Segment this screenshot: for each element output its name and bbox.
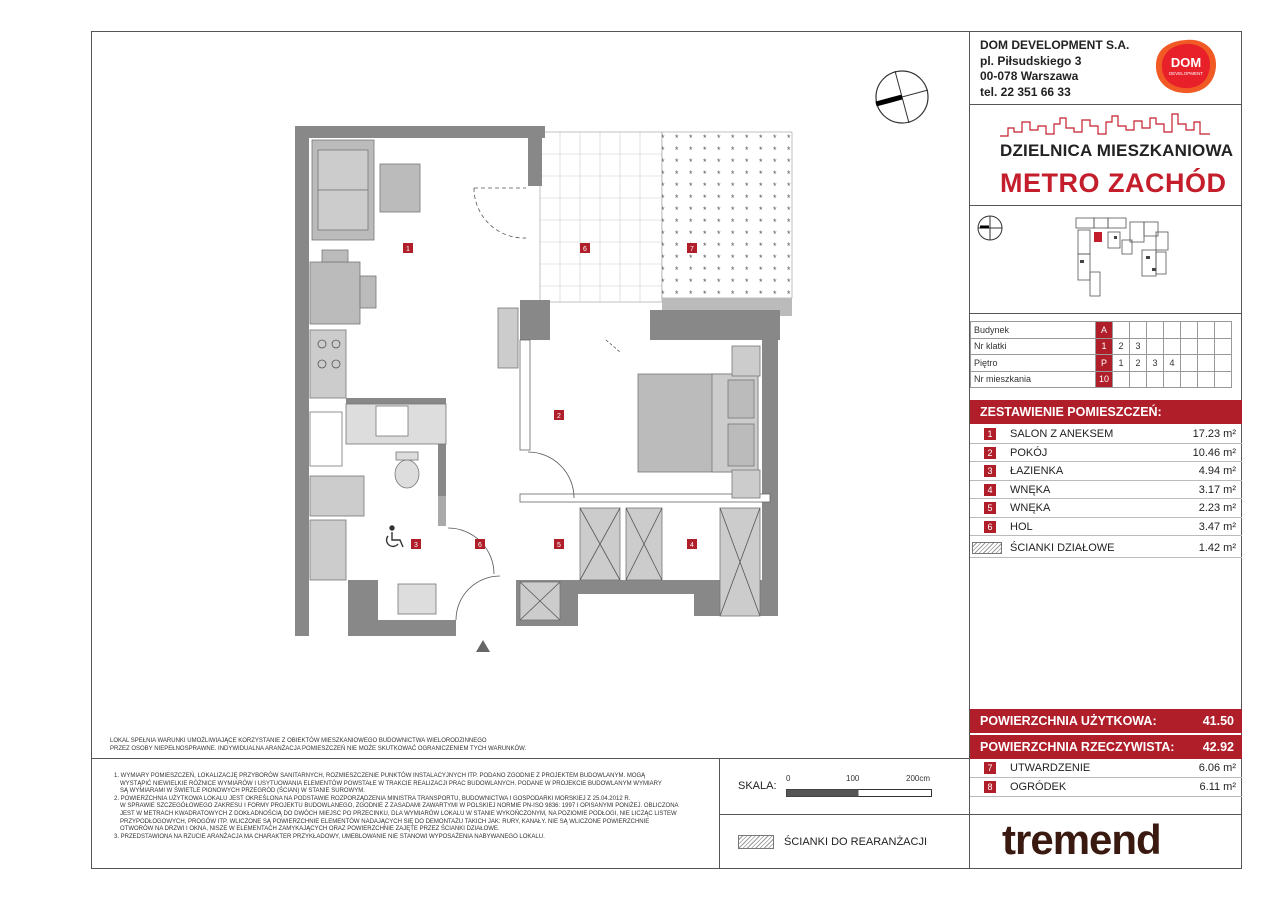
rearrangement-legend: ŚCIANKI DO REARANŻACJI — [784, 836, 928, 848]
list-item — [970, 518, 1242, 537]
actual-area-label: POWIERZCHNIA RZECZYWISTA: — [980, 740, 1175, 754]
info-cell — [1113, 371, 1130, 388]
info-cell — [1198, 338, 1215, 355]
info-cell — [1164, 322, 1181, 339]
room-area: 2.23 m² — [1198, 502, 1236, 514]
room-area: 6.06 m² — [1198, 762, 1236, 774]
info-cell — [1113, 322, 1130, 339]
room-name: SALON Z ANEKSEM — [1010, 428, 1114, 440]
scale-tick-100: 100 — [846, 774, 860, 783]
note-line: SĄ WYMIARAMI W ŚWIETLE PIONOWYCH PRZEGRÓD (ŚCIAN) W STANIE SUROWYM. — [120, 788, 365, 795]
list-item — [970, 462, 1242, 481]
info-cell — [1147, 322, 1164, 339]
info-cell — [1130, 371, 1147, 388]
entrance-arrow-icon — [476, 640, 490, 652]
info-label: Piętro — [971, 355, 1096, 372]
room-number: 1 — [984, 428, 996, 440]
plan-label-2: 2 — [557, 413, 561, 420]
usable-area-bar — [970, 709, 1242, 733]
note-line: JEST W METRACH KWADRATOWYCH Z DOKŁADNOŚCIĄ DO DWÓCH MIEJSC PO PRZECINKU, DLA WYMIARÓW LOKALU W STANIE WYKOŃCZONYM, NA POZIOMIE PODŁOGI, NIE LICZĄC LISTEW — [120, 810, 677, 817]
room-area: 10.46 m² — [1192, 446, 1236, 459]
room-name: WNĘKA — [1010, 502, 1051, 514]
company-name: DOM DEVELOPMENT S.A. — [980, 38, 1130, 52]
note-line: 2. POWIERZCHNIA UŻYTKOWA LOKALU JEST OKREŚLONA NA PODSTAWIE ROZPORZĄDZENIA MINISTRA TRANSPORTU, BUDOWNICTWA I GOSPODARKI MORSKIEJ Z 25.04.2012 R. — [114, 795, 631, 802]
rearrangement-hatch-icon — [738, 835, 774, 849]
info-cell — [1164, 338, 1181, 355]
room-area: 6.11 m² — [1199, 781, 1236, 793]
info-cell: 3 — [1130, 338, 1147, 355]
project-line-2: METRO ZACHÓD — [1000, 168, 1227, 198]
info-cell — [1198, 322, 1215, 339]
scale-tick-0: 0 — [786, 774, 791, 783]
info-cell: 1 — [1113, 355, 1130, 372]
terrace-tiles — [540, 132, 662, 302]
room-area: 4.94 m² — [1198, 465, 1236, 477]
scale-tick-200: 200cm — [906, 774, 931, 783]
table-row — [971, 355, 1232, 372]
north-arrow-icon — [871, 66, 933, 133]
info-cell: A — [1096, 322, 1113, 339]
note-line: PRZYPODŁOGOWYCH, PROGÓW ITP. WLICZONE SĄ POWIERZCHNIE ELEMENTÓW NADAJĄCYCH SIĘ DO DEMONTAŻU TAKICH JAK: RURY, KANAŁY. NIE SĄ WLICZONE POWIERZCHNIE — [120, 818, 650, 825]
note-line: W SPRAWIE SZCZEGÓŁOWEGO ZAKRESU I FORMY PROJEKTU BUDOWLANEGO, ZGODNIE Z ZASADAMI ZAWARTYMI W POLSKIEJ NORMIE PN-ISO 9836: 1997 I OPISANYMI PONIŻEJ. OBLICZONA — [120, 803, 679, 810]
info-cell: 2 — [1130, 355, 1147, 372]
info-cell — [1215, 322, 1232, 339]
room-name: POKÓJ — [1010, 446, 1048, 459]
plan-label-6: 6 — [478, 542, 482, 549]
room-number: 4 — [984, 484, 996, 496]
info-cell: 2 — [1113, 338, 1130, 355]
table-row — [971, 371, 1232, 388]
room-number: 8 — [984, 781, 996, 793]
note-line: 3. PRZEDSTAWIONA NA RZUCIE ARANŻACJA MA CHARAKTER PRZYKŁADOWY, UMEBLOWANIE NIE STANOWI WYPOSAŻENIA NABYWANEGO LOKALU. — [114, 833, 545, 840]
room-name: OGRÓDEK — [1010, 781, 1067, 793]
info-cell — [1181, 371, 1198, 388]
list-item — [970, 759, 1242, 778]
info-cell — [1215, 338, 1232, 355]
info-cell — [1198, 371, 1215, 388]
info-cell — [1130, 322, 1147, 339]
info-cell — [1147, 371, 1164, 388]
legend-divider-h — [719, 814, 970, 815]
list-item — [970, 425, 1242, 444]
info-cell: 4 — [1164, 355, 1181, 372]
table-row — [971, 338, 1232, 355]
room-name: UTWARDZENIE — [1010, 762, 1091, 774]
panel-line-2 — [969, 205, 1242, 206]
wheelchair-icon — [387, 526, 403, 547]
note-line: WYSTĄPIĆ NIEWIELKIE RÓŻNICE WYMIARÓW I USYTUOWANIA ELEMENTÓW POWSTAŁE W TRAKCIE REALIZACJI PRAC BUDOWLANYCH. PODANE W PROJEKCIE BUDOWLANYM WYMIARY — [120, 780, 662, 787]
info-cell — [1215, 371, 1232, 388]
info-label: Budynek — [971, 322, 1096, 339]
room-area: 17.23 m² — [1192, 428, 1236, 440]
apartment-info-table — [970, 321, 1232, 388]
list-item — [970, 444, 1242, 463]
company-address-2: 00-078 Warszawa — [980, 69, 1079, 83]
room-name: HOL — [1010, 520, 1033, 533]
garden-area — [662, 132, 792, 316]
walls-name: ŚCIANKI DZIAŁOWE — [1010, 542, 1115, 554]
info-cell: 1 — [1096, 338, 1113, 355]
room-number: 3 — [984, 465, 996, 477]
skyline-icon — [1000, 112, 1210, 143]
panel-line-4 — [969, 814, 1242, 815]
note-line: LOKAL SPEŁNIA WARUNKI UMOŻLIWIAJĄCE KORZYSTANIE Z OBIEKTÓW MIESZKANIOWEGO BUDOWNICTWA WIELORODZINNEGO — [110, 738, 487, 744]
actual-area-value: 42.92 — [1202, 740, 1234, 754]
company-address-1: pl. Piłsudskiego 3 — [980, 53, 1082, 68]
note-line: 1. WYMIARY POMIESZCZEŃ, LOKALIZACJĘ PRZYBORÓW SANITARNYCH, ROZMIESZCZENIE PUNKTÓW INSTALACYJNYCH ITP. PODANO ZGODNIE Z PROJEKTEM BUDOWLANYM. MOGĄ — [114, 773, 646, 779]
plan-label-4: 4 — [690, 542, 694, 549]
info-cell: 3 — [1147, 355, 1164, 372]
info-cell — [1147, 338, 1164, 355]
panel-line-1 — [969, 104, 1242, 105]
list-item — [970, 499, 1242, 518]
logo-subtext: DEVELOPMENT — [1168, 71, 1204, 76]
rooms-header — [970, 400, 1242, 424]
table-row — [971, 322, 1232, 339]
info-cell — [1215, 355, 1232, 372]
note-line: OTWORÓW NA DRZWI I OKNA, NISZE W ELEMENTACH ZAMYKAJĄCYCH ORAZ POWIERZCHNIE ZAJĘTE PRZEZ ŚCIANKI DZIAŁOWE. — [120, 826, 500, 833]
scale-label: SKALA: — [738, 780, 777, 792]
room-number: 2 — [984, 447, 996, 459]
info-cell: 10 — [1096, 371, 1113, 388]
floor-plan — [290, 124, 800, 659]
room-name: ŁAZIENKA — [1010, 465, 1064, 477]
room-area: 3.17 m² — [1198, 483, 1236, 496]
usable-area-label: POWIERZCHNIA UŻYTKOWA: — [980, 714, 1157, 728]
room-number: 6 — [984, 521, 996, 533]
dom-logo — [1154, 38, 1218, 94]
list-item — [970, 481, 1242, 500]
info-cell — [1181, 338, 1198, 355]
list-item — [970, 778, 1242, 797]
scale-bar — [786, 784, 932, 802]
walls-area: 1.42 m² — [1198, 542, 1236, 554]
note-line: PRZEZ OSOBY NIEPEŁNOSPRAWNE. INDYWIDUALNA ARANŻACJA POMIESZCZEŃ NIE MOŻE SKUTKOWAĆ OGRANICZENIEM TYCH WARUNKÓW. — [110, 745, 527, 752]
plan-label-1: 1 — [406, 246, 410, 253]
company-info — [980, 38, 1129, 100]
usable-area-value: 41.50 — [1202, 714, 1234, 728]
notes-divider — [91, 758, 970, 759]
company-phone: tel. 22 351 66 33 — [980, 84, 1071, 99]
plan-label-3: 3 — [414, 542, 418, 549]
tremend-logo: tremend — [1002, 816, 1161, 863]
info-cell — [1198, 355, 1215, 372]
actual-area-bar — [970, 735, 1242, 759]
info-label: Nr mieszkania — [971, 371, 1096, 388]
info-label: Nr klatki — [971, 338, 1096, 355]
room-number: 7 — [984, 762, 996, 774]
site-plan-image — [1068, 212, 1178, 309]
info-cell: P — [1096, 355, 1113, 372]
room-name: WNĘKA — [1010, 483, 1051, 496]
notes-bottom — [114, 773, 679, 841]
list-item — [970, 539, 1242, 558]
notes-top — [110, 738, 526, 753]
project-line-1: DZIELNICA MIESZKANIOWA — [1000, 141, 1234, 160]
info-cell — [1181, 355, 1198, 372]
room-number: 5 — [984, 502, 996, 514]
info-cell — [1164, 371, 1181, 388]
plan-label-6-terrace: 6 — [583, 246, 587, 253]
room-area: 3.47 m² — [1198, 520, 1236, 533]
plan-label-7: 7 — [690, 246, 694, 253]
walls-hatch-icon — [972, 542, 1002, 554]
plan-label-5: 5 — [557, 542, 561, 549]
logo-text: DOM — [1170, 55, 1202, 70]
rooms-header-text: ZESTAWIENIE POMIESZCZEŃ: — [980, 405, 1162, 419]
info-cell — [1181, 322, 1198, 339]
panel-line-3 — [969, 313, 1242, 314]
site-compass-icon — [975, 213, 1005, 248]
